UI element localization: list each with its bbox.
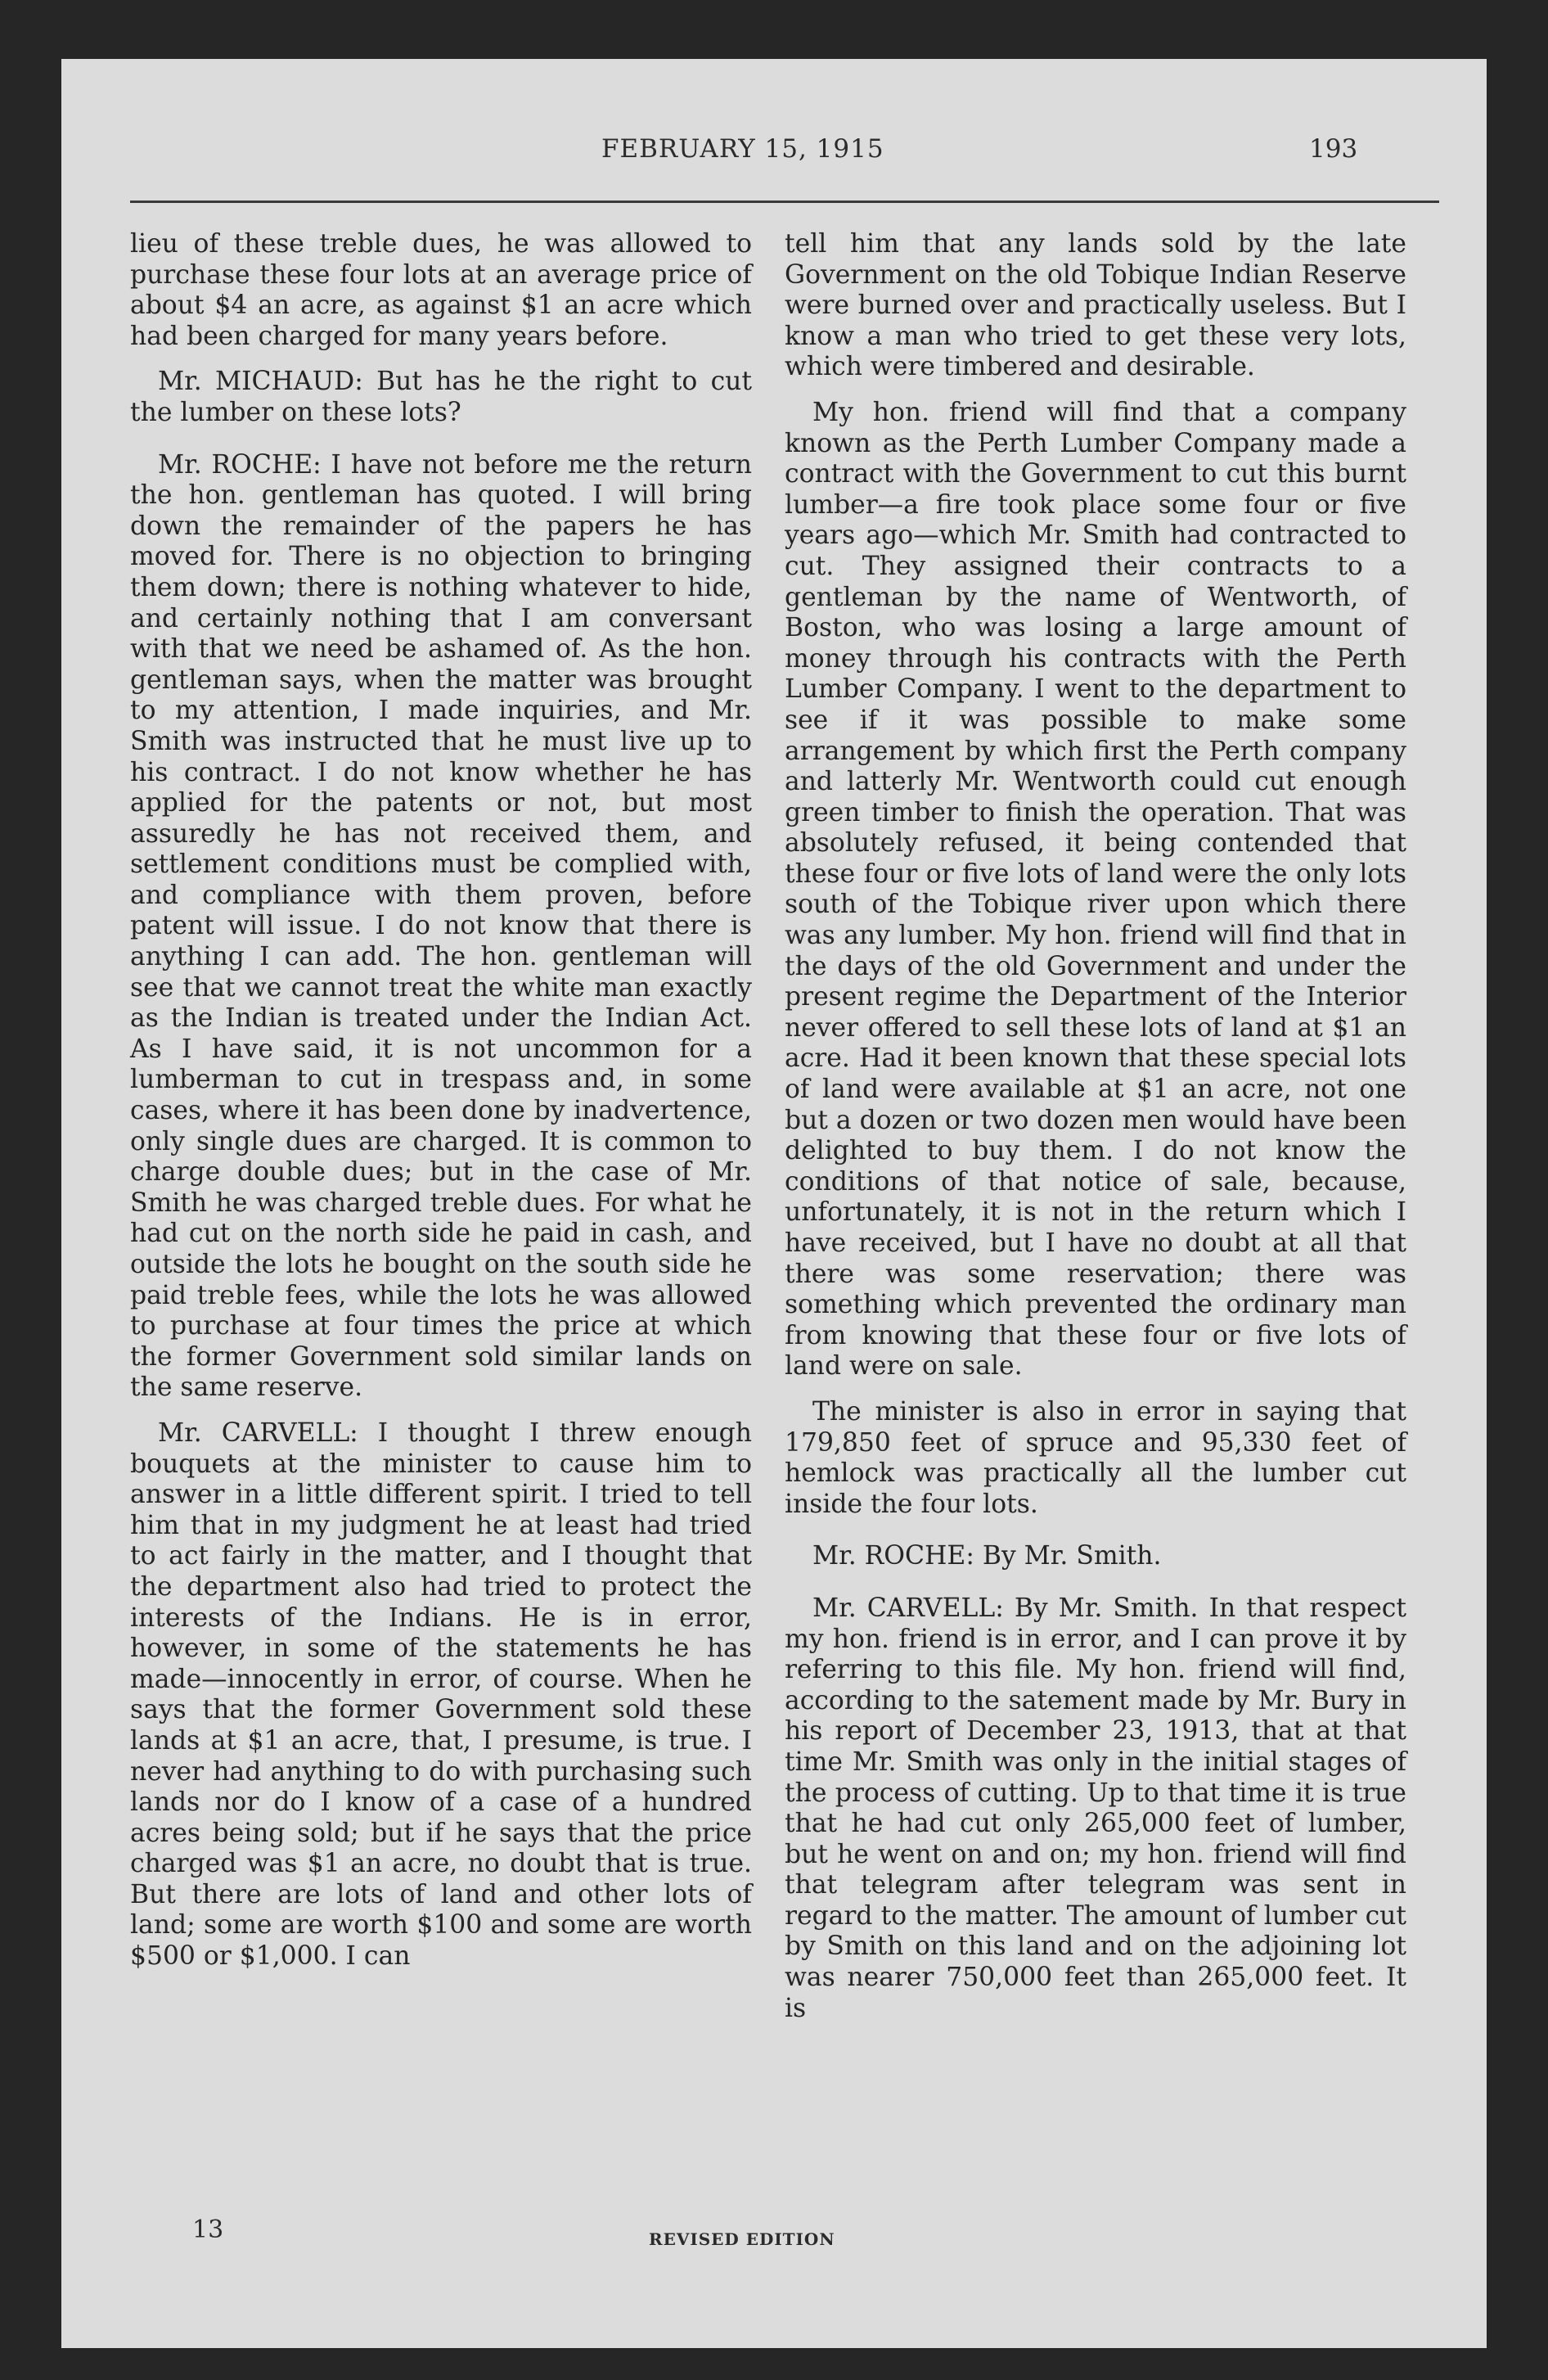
paragraph: tell him that any lands sold by the late Government on the old Tobique Indian Reserve were burned over and practically useless. But I know a man who tried to get these very lots, which were timbered and desirable. (785, 229, 1406, 382)
edition-label: REVISED EDITION (649, 2229, 835, 2249)
header-rule (130, 201, 1439, 203)
paragraph: Mr. ROCHE: By Mr. Smith. (812, 1541, 1162, 1571)
paragraph: The minister is also in error in saying that 179,850 feet of spruce and 95,330 feet of hemlock was practically all the lumber cut inside the four lots. (785, 1396, 1406, 1519)
right-column (785, 229, 1406, 2039)
paragraph: Mr. MICHAUD: But has he the right to cut the lumber on these lots? (130, 367, 752, 427)
left-column (130, 229, 752, 1987)
header-date: FEBRUARY 15, 1915 (601, 134, 884, 164)
page-header (61, 134, 1487, 175)
paragraph: Mr. CARVELL: By Mr. Smith. In that respect my hon. friend is in error, and I can prove it by referring to this file. My hon. friend will find, according to the satement made by Mr. Bury in his report of December 23, 1913, that at that time Mr. Smith was only in the initial stages of the process of cutting. Up to that time it is true that he had cut only 265,000 feet of lumber, but he went on and on; my hon. friend will find that telegram after telegram was sent in regard to the matter. The amount of lumber cut by Smith on this land and on the adjoining lot was nearer 750,000 feet than 265,000 feet. It is (785, 1593, 1406, 2023)
signature-mark: 13 (192, 2215, 224, 2244)
paragraph: Mr. CARVELL: I thought I threw enough bouquets at the minister to cause him to answer in a little different spirit. I tried to tell him that in my judgment he at least had tried to act fairly in the matter, and I thought that the department also had tried to protect the interests of the Indians. He is in error, however, in some of the statements he has made—innocently in error, of course. When he says that the former Government sold these lands at $1 an acre, that, I presume, is true. I never had anything to do with purchasing such lands nor do I know of a case of a hundred acres being sold; but if he says that the price charged was $1 an acre, no doubt that is true. But there are lots of land and other lots of land; some are worth $100 and some are worth $500 or $1,000. I can (130, 1418, 752, 1972)
paragraph: My hon. friend will find that a company known as the Perth Lumber Company made a contract with the Government to cut this burnt lumber—a fire took place some four or five years ago—which Mr. Smith had contracted to cut. They assigned their contracts to a gentleman by the name of Wentworth, of Boston, who was losing a large amount of money through his contracts with the Perth Lumber Company. I went to the department to see if it was possible to make some arrangement by which first the Perth company and latterly Mr. Wentworth could cut enough green timber to finish the operation. That was absolutely refused, it being contended that these four or five lots of land were the only lots south of the Tobique river upon which there was any lumber. My hon. friend will find that in the days of the old Government and under the present regime the Department of the Interior never offered to sell these lots of land at $1 an acre. Had it been known that these special lots of land were available at $1 an acre, not one but a dozen or two dozen men would have been delighted to buy them. I do not know the conditions of that notice of sale, because, unfortunately, it is not in the return which I have received, but I have no doubt at all that there was some reservation; there was something which prevented the ordinary man from knowing that these four or five lots of land were on sale. (785, 397, 1406, 1382)
page-number: 193 (1309, 134, 1358, 164)
paragraph: Mr. ROCHE: I have not before me the return the hon. gentleman has quoted. I will bring down the remainder of the papers he has moved for. There is no objection to bringing them down; there is nothing whatever to hide, and certainly nothing that I am conversant with that we need be ashamed of. As the hon. gentleman says, when the matter was brought to my attention, I made inquiries, and Mr. Smith was instructed that he must live up to his contract. I do not know whether he has applied for the patents or not, but most assuredly he has not received them, and settlement conditions must be complied with, and compliance with them proven, before patent will issue. I do not know that there is anything I can add. The hon. gentleman will see that we cannot treat the white man exactly as the Indian is treated under the Indian Act. As I have said, it is not uncommon for a lumberman to cut in trespass and, in some cases, where it has been done by inadvertence, only single dues are charged. It is common to charge double dues; but in the case of Mr. Smith he was charged treble dues. For what he had cut on the north side he paid in cash, and outside the lots he bought on the south side he paid treble fees, while the lots he was allowed to purchase at four times the price at which the former Government sold similar lands on the same reserve. (130, 449, 752, 1403)
document-page (61, 59, 1487, 2348)
paragraph: lieu of these treble dues, he was allowed to purchase these four lots at an average price of about $4 an acre, as against $1 an acre which had been charged for many years before. (130, 229, 752, 351)
